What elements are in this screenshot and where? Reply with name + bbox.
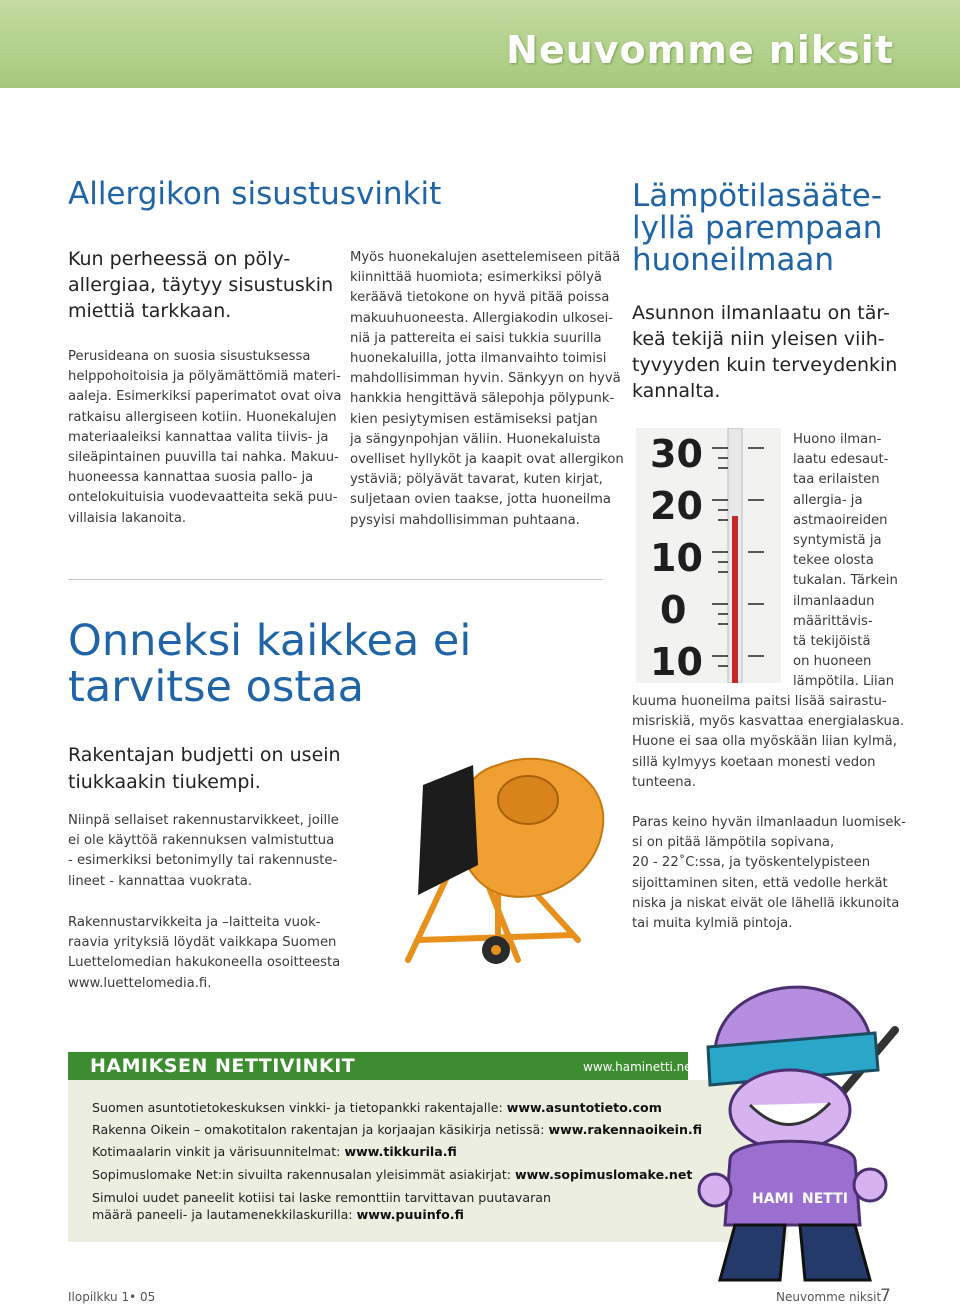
link-description: määrä paneeli- ja lautamenekkilaskurilla:	[92, 1207, 353, 1222]
thermometer-image	[636, 428, 781, 683]
text-line: keräävä tietokone on hyvä pitää poissa	[350, 290, 610, 306]
text-line: materiaaleiksi kannattaa valita tiivis- ja	[68, 429, 329, 445]
text-line: Huone ei saa olla myöskään liian kylmä,	[632, 734, 897, 750]
link-item	[92, 1099, 662, 1116]
text-line: sijoittaminen siten, että vedolle herkät	[632, 875, 888, 891]
lead-line: kannalta.	[632, 380, 721, 402]
text-line: tukalan. Tärkein	[793, 573, 898, 589]
hami-mascot-image	[690, 975, 910, 1290]
lead-line: Rakentajan budjetti on usein	[68, 744, 341, 766]
text-line: laatu edesaut-	[793, 452, 889, 468]
scale-label: 0	[660, 588, 687, 632]
text-line: makuuhuoneesta. Allergiakodin ulkosei-	[350, 310, 614, 326]
text-line: sileäpintainen puuvilla tai nahka. Makuu-	[68, 450, 339, 466]
text-line: sillä kylmyys koetaan monesti vedon	[632, 754, 876, 770]
article2-paragraph2	[68, 913, 340, 994]
text-line: on huoneen	[793, 654, 872, 670]
text-line: määrittävis-	[793, 613, 873, 629]
text-line: ystäviä; pölyävät tavarat, kuten kirjat,	[350, 472, 603, 488]
mascot-hand	[699, 1174, 731, 1206]
mixer-hub	[491, 945, 501, 955]
scale-label: 10	[650, 536, 703, 580]
text-line: ontelokuituisia vuodevaatteita sekä puu-	[68, 490, 338, 506]
mascot-chest-text: NETTI	[802, 1191, 848, 1207]
text-line: Myös huonekalujen asettelemiseen pitää	[350, 250, 621, 265]
text-line: mahdollisimman hyvin. Sänkyyn on hyvä	[350, 371, 621, 387]
scale-label: 30	[650, 432, 703, 476]
text-line: tä tekijöistä	[793, 634, 871, 650]
link-url[interactable]: www.sopimuslomake.net	[515, 1167, 693, 1182]
article1-title: Allergikon sisustusvinkit	[68, 176, 442, 212]
text-line: lämpötila. Liian	[793, 674, 895, 690]
link-description: Simuloi uudet paneelit kotiisi tai laske remonttiin tarvittavan puutavaran	[92, 1190, 551, 1205]
mascot-hand	[854, 1169, 886, 1201]
text-line: raavia yrityksiä löydät vaikkapa Suomen	[68, 935, 337, 951]
thermometer-mercury	[732, 516, 738, 683]
link-item	[92, 1166, 692, 1183]
scale-label: 20	[650, 484, 703, 528]
text-line: allergia- ja	[793, 492, 863, 508]
text-line: ilmanlaadun	[793, 593, 875, 609]
title-line: Lämpötilasääte-	[632, 178, 883, 214]
text-line: - esimerkiksi betonimylly tai rakennuste-	[68, 853, 338, 869]
text-line: ei ole käyttöä rakennuksen valmistuttua	[68, 833, 335, 849]
text-line: huoneessa kannattaa suosia pallo- ja	[68, 470, 314, 486]
link-description: Suomen asuntotietokeskuksen vinkki- ja tietopankki rakentajalle:	[92, 1100, 503, 1115]
article2-paragraph1	[68, 811, 339, 892]
text-line: taa erilaisten	[793, 472, 880, 488]
text-line: ovelliset hyllyköt ja kaapit ovat allergikon	[350, 452, 624, 468]
link-url[interactable]: www.rakennaoikein.fi	[548, 1122, 703, 1137]
text-line: kien pesiytymisen estämiseksi patjan	[350, 411, 598, 427]
title-line: lyllä parempaan	[632, 210, 883, 246]
text-line: suljetaan ovien taakse, jotta huoneilma	[350, 492, 611, 508]
cement-mixer-image	[378, 745, 618, 970]
title-line: Onneksi kaikkea ei	[68, 616, 472, 666]
link-item	[92, 1189, 551, 1223]
footer-section: Neuvomme niksit	[776, 1290, 882, 1304]
article1-column1	[68, 347, 341, 529]
text-line: tunteena.	[632, 774, 696, 790]
text-line: ratkaisu allergiseen kotiin. Huonekalujen	[68, 409, 337, 425]
text-line: hankkia hengittävä sälepohja pölypunk-	[350, 391, 615, 407]
article1-lead: Kun perheessä on pöly- allergiaa, täytyy sisustuskin miettiä tarkkaan.	[68, 248, 334, 322]
mascot-legs	[720, 1225, 870, 1280]
mixer-motor-housing	[418, 765, 478, 895]
article3-paragraph2	[632, 813, 906, 934]
text-line: niska ja niskat eivät ole lähellä ikkunoita	[632, 895, 900, 911]
text-line: helppohoitoisia ja pölyämättömiä materi-	[68, 369, 341, 385]
divider	[68, 579, 603, 580]
article3-continuation	[632, 692, 904, 793]
article3-wrap-text	[793, 430, 898, 693]
title-line: tarvitse ostaa	[68, 662, 364, 712]
text-line: kiinnittää huomiota; esimerkiksi pölyä	[350, 270, 602, 286]
link-url[interactable]: www.tikkurila.fi	[344, 1144, 457, 1159]
mascot-chest-text: HAMI	[752, 1191, 794, 1207]
title-line: huoneilmaan	[632, 242, 835, 278]
text-line: huonekaluilla, jotta ilmanvaihto toimisi	[350, 351, 607, 367]
text-line: Perusideana on suosia sisustuksessa	[68, 349, 311, 364]
link-url[interactable]: www.puuinfo.fi	[356, 1207, 464, 1222]
text-line: Niinpä sellaiset rakennustarvikkeet, joille	[68, 813, 339, 828]
article2-lead	[68, 742, 341, 796]
link-description: Sopimuslomake Net:in sivuilta rakennusalan yleisimmät asiakirjat:	[92, 1167, 511, 1182]
lead-line: tiukkaakin tiukempi.	[68, 771, 261, 793]
thermometer-scale-labels	[650, 428, 703, 683]
text-line: 20 - 22˚C:ssa, ja työskentelypisteen	[632, 855, 871, 871]
text-line: lineet - kannattaa vuokrata.	[68, 873, 253, 889]
link-item	[92, 1143, 457, 1160]
lead-line: Asunnon ilmanlaatu on tär-	[632, 302, 890, 324]
text-line: astmaoireiden	[793, 512, 888, 528]
text-line: aaleja. Esimerkiksi paperimatot ovat oiva	[68, 389, 342, 405]
text-line: tai muita kylmiä pintoja.	[632, 916, 793, 932]
article2-title	[68, 618, 471, 710]
link-description: Kotimaalarin vinkit ja värisuunnitelmat:	[92, 1144, 341, 1159]
mixer-drum-opening	[498, 776, 558, 824]
scale-label: 10	[650, 640, 703, 683]
article1-column2	[350, 248, 624, 531]
article3-title	[632, 180, 882, 276]
footer-publication: Ilopilkku 1• 05	[68, 1290, 156, 1304]
text-line: kuuma huoneilma paitsi lisää sairastu-	[632, 694, 887, 709]
link-url[interactable]: www.asuntotieto.com	[506, 1100, 662, 1115]
text-line: www.luettelomedia.fi.	[68, 975, 212, 991]
text-line: Rakennustarvikkeita ja –laitteita vuok-	[68, 915, 321, 930]
mascot-body	[725, 1141, 860, 1225]
text-line: syntymistä ja	[793, 533, 882, 549]
text-line: Paras keino hyvän ilmanlaadun luomisek-	[632, 815, 906, 830]
text-line: tekee olosta	[793, 553, 874, 569]
link-item	[92, 1121, 702, 1138]
text-line: villaisia lakanoita.	[68, 510, 187, 526]
text-line: misriskiä, myös kasvattaa energialaskua.	[632, 714, 905, 730]
lead-line: keä tekijä niin yleisen viih-	[632, 328, 885, 350]
text-line: si on pitää lämpötila sopivana,	[632, 835, 835, 851]
page-number: 7	[880, 1286, 891, 1306]
links-title: HAMIKSEN NETTIVINKIT	[90, 1055, 356, 1077]
text-line: ja sängynpohjan väliin. Huonekaluista	[350, 431, 601, 447]
section-title: Neuvomme niksit	[506, 28, 894, 72]
text-line: Huono ilman-	[793, 432, 882, 447]
text-line: niä ja pattereita ei saisi tukkia suurilla	[350, 330, 602, 346]
lead-line: tyvyyden kuin terveydenkin	[632, 354, 898, 376]
link-description: Rakenna Oikein – omakotitalon rakentajan ja korjaajan käsikirja netissä:	[92, 1122, 545, 1137]
article3-lead	[632, 300, 897, 404]
links-site-link[interactable]: www.haminetti.net	[583, 1060, 697, 1074]
text-line: Luettelomedian hakukoneella osoitteesta	[68, 955, 341, 971]
text-line: pysyisi mahdollisimman puhtaana.	[350, 512, 580, 528]
